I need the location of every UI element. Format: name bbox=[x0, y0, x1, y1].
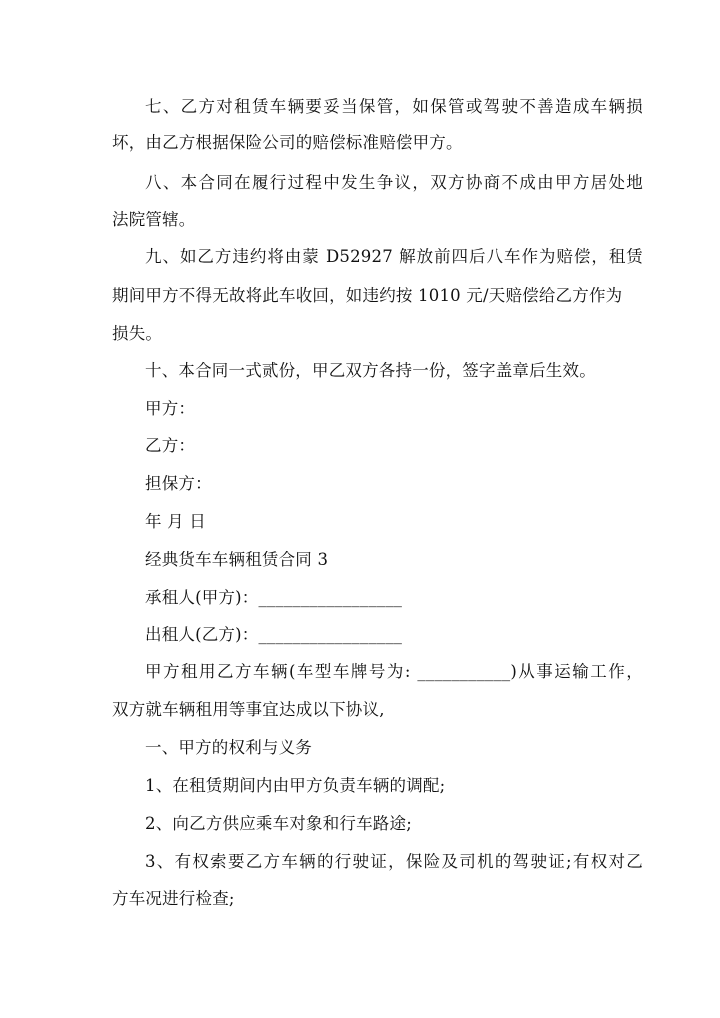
section-1-item-3-line-2: 方车况进行检查; bbox=[112, 889, 235, 908]
lessee-field: 承租人(甲方)：_________________ bbox=[145, 588, 403, 607]
signature-party-b: 乙方： bbox=[145, 436, 196, 455]
contract-3-title: 经典货车车辆租赁合同 3 bbox=[145, 550, 329, 569]
clause-8-line-1: 八、本合同在履行过程中发生争议，双方协商不成由甲方居处地 bbox=[145, 173, 643, 192]
signature-date: 年 月 日 bbox=[145, 512, 206, 531]
clause-10-line-1: 十、本合同一式贰份，甲乙双方各持一份，签字盖章后生效。 bbox=[145, 361, 596, 380]
section-1-item-1: 1、在租赁期间内由甲方负责车辆的调配; bbox=[145, 776, 446, 795]
section-1-item-3-line-1: 3、有权索要乙方车辆的行驶证，保险及司机的驾驶证;有权对乙 bbox=[145, 852, 643, 871]
clause-8-line-2: 法院管辖。 bbox=[112, 210, 196, 229]
signature-party-a: 甲方： bbox=[145, 399, 196, 418]
signature-guarantor: 担保方： bbox=[145, 474, 212, 493]
clause-9-line-1: 九、如乙方违约将由蒙 D52927 解放前四后八车作为赔偿，租赁 bbox=[145, 247, 643, 266]
clause-7-line-1: 七、乙方对租赁车辆要妥当保管，如保管或驾驶不善造成车辆损 bbox=[145, 97, 643, 116]
clause-9-line-3: 损失。 bbox=[112, 324, 163, 343]
lessor-field: 出租人(乙方)：_________________ bbox=[145, 625, 403, 644]
section-1-item-2: 2、向乙方供应乘车对象和行车路途; bbox=[145, 814, 412, 833]
clause-7-line-2: 坏，由乙方根据保险公司的赔偿标准赔偿甲方。 bbox=[112, 133, 463, 152]
intro-line-2: 双方就车辆租用等事宜达成以下协议, bbox=[112, 700, 385, 719]
intro-line-1: 甲方租用乙方车辆(车型车牌号为: ___________)从事运输工作， bbox=[145, 662, 643, 681]
section-1-title: 一、甲方的权利与义务 bbox=[145, 738, 312, 757]
clause-9-line-2: 期间甲方不得无故将此车收回，如违约按 1010 元/天赔偿给乙方作为 bbox=[112, 286, 623, 305]
